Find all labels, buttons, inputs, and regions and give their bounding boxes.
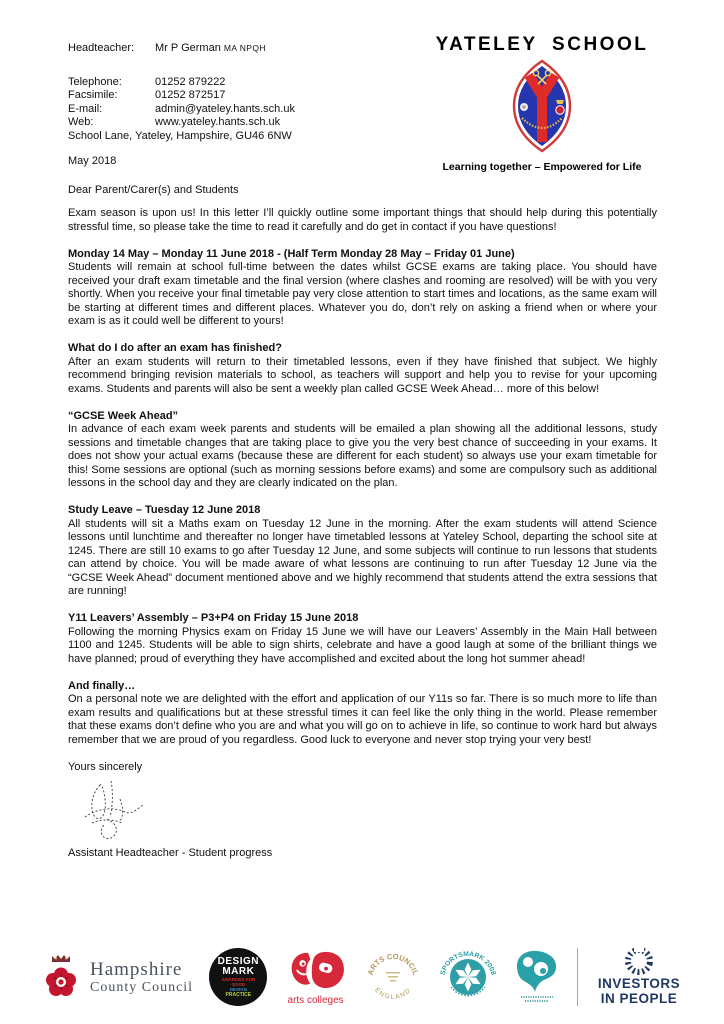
headteacher-label: Headteacher:	[68, 42, 135, 54]
section-body: All students will sit a Maths exam on Tuesday 12 June in the morning. After the exam students will attend Science lessons until lunchtime and thereafter no longer have timetabled lessons at Yateley School, departing the school site at 1245. There are still 10 exams to go after Tuesday 12 June, and some subjects will continue to run lessons that students can attend by choice. You will be made aware of what lessons are continuing to run after Tuesday 12 June via the “GCSE Week Ahead” document mentioned above and we highly recommend that students attend the extra sessions that are running!	[68, 517, 657, 597]
email-label: E-mail:	[68, 102, 103, 115]
section-body: On a personal note we are delighted with the effort and application of our Y11s so far. There is so much more to life than exam results and qualifications but at these stressful times it can feel like the only thing in the world. Please remember that these exams don’t define who you are and what you will go on to achieve in life, so continue to work hard but always remember that we are proud of you regardless. Good luck to everyone and never stop trying your very best!	[68, 693, 657, 746]
signoff-role: Assistant Headteacher - Student progress	[68, 847, 273, 859]
telephone-value: 01252 879222	[155, 75, 226, 88]
sportsmark-arc-text: SPORTSMARK 2008	[439, 950, 497, 976]
section-and-finally	[68, 680, 657, 748]
email-row	[68, 103, 657, 117]
headteacher-qualifications: MA NPQH	[223, 43, 266, 53]
web-label: Web:	[68, 116, 94, 128]
design-mark-line4: GOOD	[231, 981, 246, 987]
footer-logo-strip	[40, 946, 684, 1008]
hampshire-line2: County Council	[90, 979, 194, 995]
section-heading: Monday 14 May – Monday 11 June 2018 - (Half Term Monday 28 May – Friday 01 June)	[68, 247, 515, 260]
investors-line1: INVESTORS	[597, 976, 681, 991]
hampshire-rose-icon	[40, 951, 82, 1003]
arts-council-arc-top: ARTS COUNCIL	[365, 951, 421, 977]
footer-divider	[577, 948, 578, 1006]
letter-date: May 2018	[68, 155, 117, 167]
section-heading: Y11 Leavers’ Assembly – P3+P4 on Friday 15 June 2018	[68, 612, 359, 624]
salutation: Dear Parent/Carer(s) and Students	[68, 183, 239, 196]
school-name: YATELEY SCHOOL	[435, 34, 649, 55]
signature-scribble	[80, 779, 156, 845]
section-gcse-week-ahead	[68, 410, 657, 491]
section-after-exam	[68, 342, 657, 396]
section-heading: And finally…	[68, 679, 136, 692]
email-value: admin@yateley.hants.sch.uk	[155, 102, 295, 115]
telephone-label: Telephone:	[68, 75, 122, 88]
arts-colleges-logo	[284, 948, 348, 1006]
section-body: Following the morning Physics exam on Friday 15 June we will have our Leavers’ Assembly in the Main Hall between 1100 and 1245. Students will be able to sign shirts, celebrate and have a good laugh at some of the brilliant things we have planned; proud of everything they have accomplished and excited about the long hot summer ahead!	[68, 625, 657, 665]
headteacher-name: Mr P German MA NPQH	[155, 42, 266, 54]
web-value: www.yateley.hants.sch.uk	[155, 116, 281, 128]
school-address: School Lane, Yateley, Hampshire, GU46 6NW	[68, 129, 292, 142]
facsimile-label: Facsimile:	[68, 89, 118, 101]
telephone-row	[68, 76, 657, 90]
arts-colleges-label: arts colleges	[287, 995, 344, 1006]
arts-council-arc-bottom: ENGLAND	[373, 986, 413, 1002]
design-mark-logo	[209, 948, 267, 1006]
facsimile-row	[68, 89, 657, 103]
design-mark-line6: PRACTICE	[225, 991, 252, 998]
section-heading: “GCSE Week Ahead”	[68, 409, 179, 422]
arts-colleges-mask-icon	[284, 948, 348, 994]
investors-in-people-logo	[594, 946, 684, 1008]
svg-text:ENGLAND	[373, 987, 413, 1001]
intro-paragraph: Exam season is upon us! In this letter I’ll quickly outline some important things that should help during this potentially stressful time, so please take the time to read it carefully and do get in contact if you have questions!	[68, 207, 657, 233]
section-leavers-assembly	[68, 612, 657, 666]
section-body: Students will remain at school full-time between the dates whilst GCSE exams are taking place. You should have received your draft exam timetable and the final version (where clashes and rooming are resolved) will be with you very shortly. When you receive your final timetable pay very close attention to start times and locations, as the same exam will be starting at different times and different places. Whatever you do, don’t rely on asking a friend when or where your exam is as it could well be different to yours!	[68, 261, 657, 327]
hampshire-text	[90, 960, 193, 995]
section-exam-dates	[68, 248, 657, 329]
investors-line2: IN PEOPLE	[600, 991, 678, 1006]
design-mark-line3: AWARDED FOR	[221, 976, 256, 982]
arts-council-england-logo	[364, 948, 422, 1006]
letterhead-contact-block	[68, 42, 657, 143]
section-body: In advance of each exam week parents and students will be emailed a plan showing all the additional lessons, study sessions and timetable changes that are taking place to give you the very best chance of succeeding in your exams. It does not show your actual exams (because these are different for each student) so always use your exam timetable for this! Some sessions are optional (such as morning sessions before exams) and some are compulsory such as additional lessons in the school day and they are clearly indicated on the plan.	[68, 423, 657, 489]
facsimile-value: 01252 872517	[155, 89, 226, 101]
design-mark-line5: DESIGN	[229, 986, 247, 992]
sportsmark-logo	[438, 947, 498, 1007]
teal-emblem-logo	[514, 948, 560, 1006]
hampshire-county-council-logo	[40, 951, 193, 1003]
design-mark-line1: DESIGN	[217, 955, 259, 967]
section-heading: Study Leave – Tuesday 12 June 2018	[68, 504, 261, 516]
school-tagline: Learning together – Empowered for Life	[442, 161, 642, 173]
headteacher-row	[68, 42, 657, 56]
hampshire-line1: Hampshire	[90, 958, 183, 980]
web-row	[68, 116, 657, 130]
section-study-leave	[68, 504, 657, 599]
section-heading: What do I do after an exam has finished?	[68, 342, 282, 354]
section-body: After an exam students will return to their timetabled lessons, even if they have finished that subject. We highly recommend bringing revision materials to school, as teachers will support and help you to revise for your upcoming exams. Students and parents will also be sent a weekly plan called GCSE Week Ahead… more of this below!	[68, 355, 657, 395]
design-mark-line2: MARK	[222, 965, 255, 977]
closing-line: Yours sincerely	[68, 760, 143, 773]
